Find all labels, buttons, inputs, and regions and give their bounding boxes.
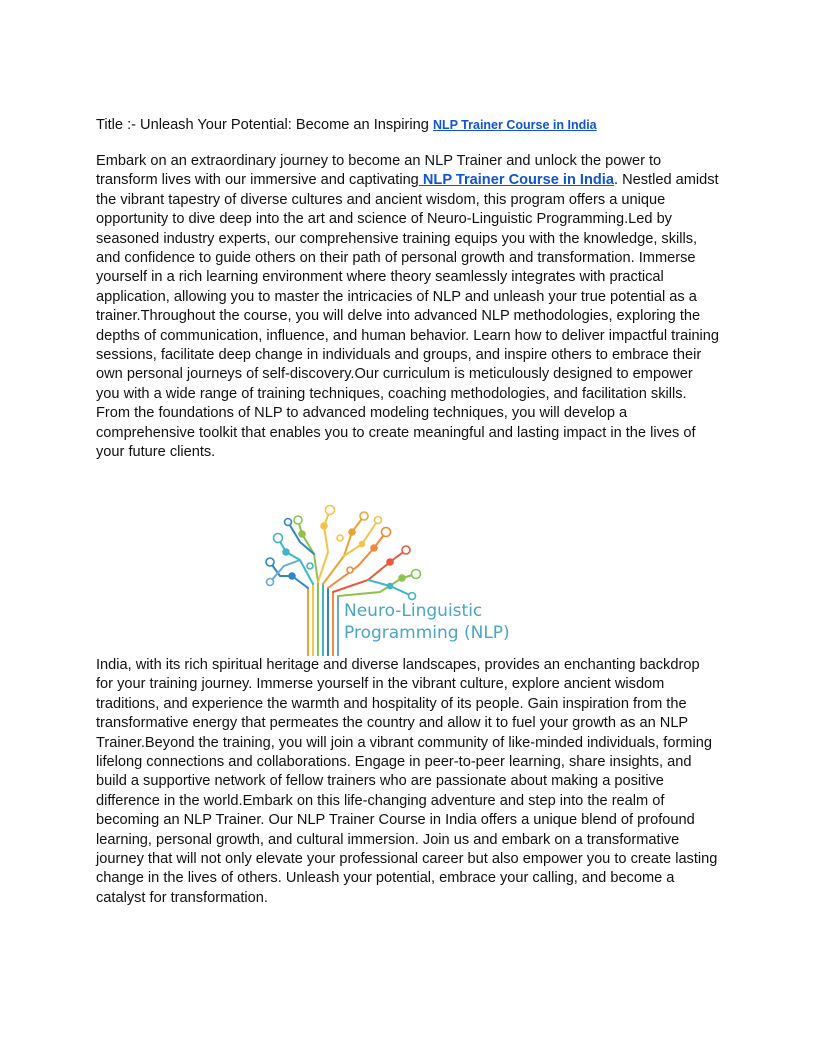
logo-line-2: Programming (NLP) (344, 623, 510, 643)
title-course-link[interactable]: NLP Trainer Course in India (432, 118, 597, 132)
document-title (96, 116, 736, 135)
tree-trunk (308, 582, 338, 656)
title-prefix: Title :- Unleash Your Potential: Become an Inspiring (96, 117, 433, 133)
brain-nodes (266, 506, 421, 600)
intro-paragraph (96, 152, 720, 463)
intro-text-rest: . Nestled amidst the vibrant tapestry of diverse cultures and ancient wisdom, this program offers a unique opportunity to dive deep into the art and science of Neuro-Linguistic Programming.Led by seasoned industry experts, our comprehensive training equips you with the knowledge, skills, and confidence to guide others on their path of personal growth and transformation. Immerse yourself in a rich learning environment where theory seamlessly integrates with practical application, allowing you to master the intricacies of NLP and unleash your true potential as a trainer.Throughout the course, you will delve into advanced NLP methodologies, exploring the depths of communication, influence, and human behavior. Learn how to deliver impactful training sessions, facilitate deep change in individuals and groups, and inspire others to embrace their own personal journeys of self-discovery.Our curriculum is meticulously designed to empower you with a wide range of training techniques, coaching methodologies, and facilitation skills. From the foundations of NLP to advanced modeling techniques, you will develop a comprehensive toolkit that enables you to create meaningful and lasting impact in the lives of your future clients. (96, 172, 720, 461)
india-paragraph: India, with its rich spiritual heritage and diverse landscapes, provides an enchanting backdrop for your training journey. Immerse yourself in the vibrant culture, explore ancient wisdom traditions, and experience the warmth and hospitality of its people. Gain inspiration from the transformative energy that permeates the country and allow it to fuel your growth as an NLP Trainer.Beyond the training, you will join a vibrant community of like-minded individuals, forming lifelong connections and collaborations. Engage in peer-to-peer learning, share insights, and build a supportive network of fellow trainers who are passionate about making a positive difference in the world.Embark on this life-changing adventure and step into the realm of becoming an NLP Trainer. Our NLP Trainer Course in India offers a unique blend of profound learning, personal growth, and cultural immersion. Join us and embark on a transformative journey that will not only elevate your professional career but also empower you to create lasting change in the lives of others. Unleash your potential, embrace your calling, and become a catalyst for transformation. (96, 657, 718, 906)
logo-line-1: Neuro-Linguistic (344, 601, 483, 621)
intro-text-start: Embark on an extraordinary journey to become an NLP Trainer and unlock the power to transform lives with our immersive and captivating (96, 153, 662, 189)
intro-course-link[interactable]: NLP Trainer Course in India (418, 172, 614, 189)
brain-tree-graphic (240, 496, 576, 656)
nlp-brain-tree-logo (240, 496, 576, 656)
